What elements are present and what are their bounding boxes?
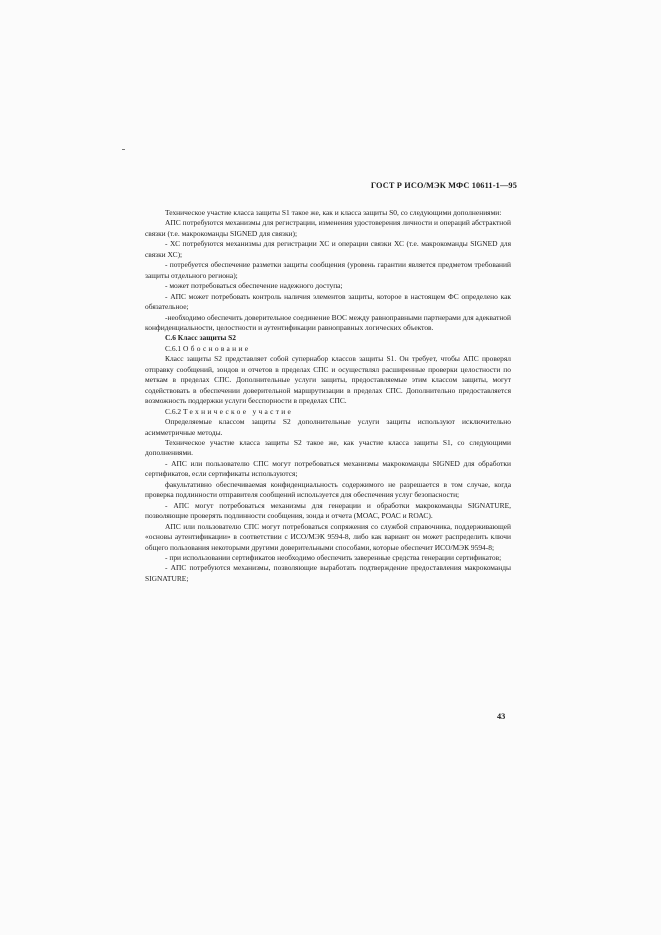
paragraph: АПС потребуются механизмы для регистрации, изменения удостоверения личности и операций абстрактной связки (т.е. макрокоманды SIGNED для связки); bbox=[145, 218, 511, 238]
paragraph: - АПС может потребовать контроль наличия элементов защиты, которое в настоящем ФС определено как обязательное; bbox=[145, 291, 511, 312]
paragraph: - при использовании сертификатов необходимо обеспечить заверенные средства генерации сертификатов; bbox=[165, 552, 502, 562]
paragraph: - АПС потребуются механизмы, позволяющие выработать подтверждение предоставления макрокоманды SIGNATURE; bbox=[145, 563, 511, 583]
paragraph: Техническое участие класса защиты S1 такое же, как и класса защиты S0, со следующими дополнениями: bbox=[165, 208, 502, 217]
subsection-number: С.6.2 bbox=[165, 406, 182, 416]
paragraph: - может потребоваться обеспечение надежного доступа; bbox=[165, 281, 343, 291]
subsection-heading bbox=[145, 407, 511, 417]
subsection-title: Техническое участие bbox=[182, 406, 294, 416]
paragraph: -необходимо обеспечить доверительное соединение ВОС между равноправными партнерами для адекватной конфиденциальности, целостности и аутентификации равноправных логических объектов. bbox=[145, 312, 511, 332]
subsection-heading bbox=[145, 344, 511, 354]
document-body bbox=[145, 208, 511, 584]
paragraph: Определяемые классом защиты S2 дополнительные услуги защиты используют исключительно асимметричные методы. bbox=[145, 417, 511, 437]
subsection-number: С.6.1 bbox=[165, 343, 182, 353]
paragraph: - АПС могут потребоваться механизмы для генерации и обработки макрокоманды SIGNATURE, позволяющие проверять подлинности сообщения, зонда и отчета (МОАС, РОАС и RОАС). bbox=[145, 500, 511, 521]
subsection-title: Обоснование bbox=[182, 343, 251, 353]
paragraph: - потребуется обеспечение разметки защиты сообщения (уровень гарантии является предметом требований защиты отдельного региона); bbox=[145, 260, 511, 280]
section-heading: С.6 Класс защиты S2 bbox=[165, 333, 237, 343]
paragraph: АПС или пользователю СПС могут потребоваться сопряжения со службой справочника, поддерживающей «основы аутентификации» в соответствии с ИСО/МЭК 9594-8, либо как вариант он может распределить ключи общего пользования некоторыми другими доверительными способами, которые обеспечит ИСО/МЭК 9594-8; bbox=[145, 521, 511, 552]
paragraph: факультативно обеспечиваемая конфиденциальность содержимого не разрешается в том случае, когда проверка подлинности отправителя сообщений используется для обеспечения услуг безопасности; bbox=[145, 479, 511, 500]
scan-speck bbox=[122, 149, 125, 150]
paragraph: Класс защиты S2 представляет собой супернабор классов защиты S1. Он требует, чтобы АПС проверял отправку сообщений, зондов и отчетов в пределах СПС и осуществлял расширенные проверки целостности по меткам в пределах СПС. Дополнительные услуги защиты, предоставляемые этим классом защиты, могут содействовать в обеспечении доверительной маршрутизации в пределах СПС. Дополнительно предоставляется возможность поддержки услуги бесспорности в пределах СПС. bbox=[145, 354, 511, 406]
page-header: ГОСТ Р ИСО/МЭК МФС 10611-1—95 bbox=[370, 181, 517, 190]
paragraph: - АПС или пользователю СПС могут потребоваться механизмы макрокоманды SIGNED для обработки сертификатов, если сертификаты используются; bbox=[145, 458, 511, 479]
paragraph: - ХС потребуются механизмы для регистрации ХС и операции связки ХС (т.е. макрокоманды SIGNED для связки ХС); bbox=[145, 239, 511, 259]
paragraph: Техническое участие класса защиты S2 такое же, как участие класса защиты S1, со следующими дополнениями. bbox=[145, 437, 511, 458]
page-number: 43 bbox=[497, 712, 506, 721]
